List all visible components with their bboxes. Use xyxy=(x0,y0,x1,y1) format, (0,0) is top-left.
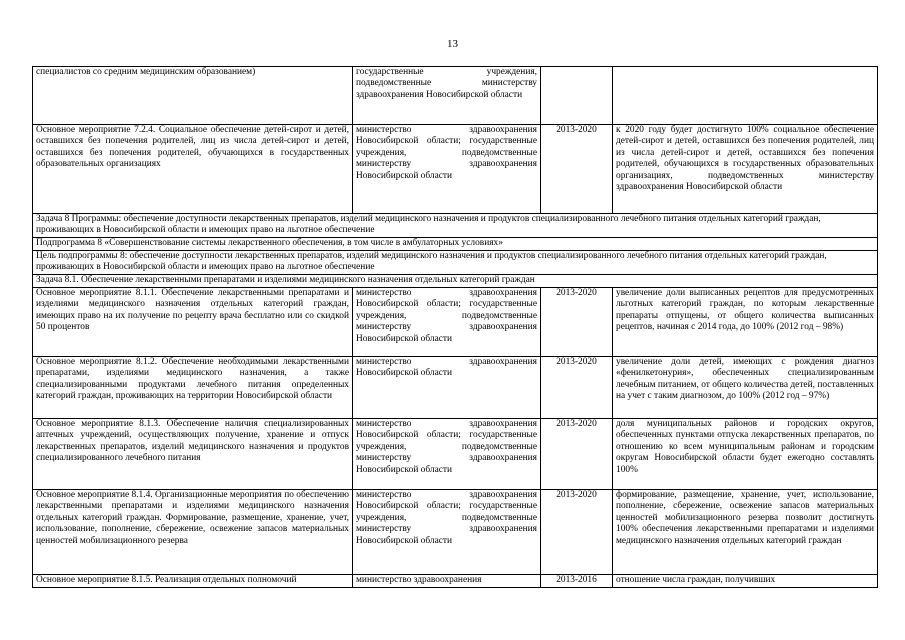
table-row xyxy=(33,125,878,214)
result-cell: доля муниципальных районов и городских округов, обеспеченных пунктами отпуска лекарственных препаратов, по отношению ко всем муниципальным районам и городским округам Новосибирской области будет ежегодно составлять 100% xyxy=(613,419,878,490)
table-row xyxy=(33,357,878,419)
table-row xyxy=(33,214,878,238)
table-row xyxy=(33,251,878,275)
activity-cell: Основное мероприятие 8.1.5. Реализация отдельных полномочий xyxy=(33,575,353,588)
subprogram-heading: Подпрограмма 8 «Совершенствование системы лекарственного обеспечения, в том числе в амбулаторных условиях» xyxy=(33,238,878,251)
table-row xyxy=(33,490,878,575)
subprogram-task-heading: Задача 8.1. Обеспечение лекарственными препаратами и изделиями медицинского назначения отдельных категорий граждан xyxy=(33,275,878,288)
years-cell xyxy=(541,67,613,125)
table-row xyxy=(33,275,878,288)
page-number: 13 xyxy=(447,38,458,50)
activity-cell: Основное мероприятие 8.1.3. Обеспечение наличия специализированных аптечных учреждений, осуществляющих получение, хранение и отпуск лекарственных препаратов, изделий медицинского назначения и продуктов специализированного лечебного питания xyxy=(33,419,353,490)
activity-cell: Основное мероприятие 8.1.4. Организационные мероприятия по обеспечению лекарственными препаратами и изделиями медицинского назначения отдельных категорий граждан. Формирование, размещение, хранение, учет, использование, пополнение, сбережение, освежение запасов материальных ценностей мобилизационного резерва xyxy=(33,490,353,575)
years-cell: 2013-2020 xyxy=(541,490,613,575)
executors-cell: министерство здравоохранения Новосибирской области; государственные учреждения, подведомственные министерству здравоохранения Новосибирской области xyxy=(353,125,541,214)
activity-cell: Основное мероприятие 8.1.1. Обеспечение лекарственными препаратами и изделиями медицинского назначения отдельных категорий граждан, имеющих право на их получение по рецепту врача бесплатно или со скидкой 50 процентов xyxy=(33,288,353,357)
years-cell: 2013-2020 xyxy=(541,419,613,490)
result-cell xyxy=(613,67,878,125)
result-cell: увеличение доли детей, имеющих с рождения диагноз «фенилкетонурия», обеспеченных специализированным лечебным питанием, от общего количества детей, поставленных на учет с таким диагнозом, до 100% (2012 год – 97%) xyxy=(613,357,878,419)
executors-cell: министерство здравоохранения Новосибирской области xyxy=(353,357,541,419)
table-row xyxy=(33,288,878,357)
activity-cell: специалистов со средним медицинским образованием) xyxy=(33,67,353,125)
program-task-heading: Задача 8 Программы: обеспечение доступности лекарственных препаратов, изделий медицинского назначения и продуктов специализированного лечебного питания отдельных категорий граждан, проживающих в Новосибирской области и имеющих право на льготное обеспечение xyxy=(33,214,878,238)
result-cell: увеличение доли выписанных рецептов для предусмотренных льготных категорий граждан, по которым лекарственные препараты отпущены, от общего количества выписанных рецептов, начиная с 2014 года, до 100% (2012 год – 98%) xyxy=(613,288,878,357)
activity-cell: Основное мероприятие 8.1.2. Обеспечение необходимыми лекарственными препаратами, изделиями медицинского назначения, а также специализированными продуктами лечебного питания определенных категорий граждан, проживающих на территории Новосибирской области xyxy=(33,357,353,419)
result-cell: отношение числа граждан, получивших xyxy=(613,575,878,588)
years-cell: 2013-2020 xyxy=(541,288,613,357)
activity-cell: Основное мероприятие 7.2.4. Социальное обеспечение детей-сирот и детей, оставшихся без попечения родителей, лиц из числа детей-сирот и детей, оставшихся без попечения родителей, обучающихся в государственных образовательных организациях xyxy=(33,125,353,214)
table-row xyxy=(33,575,878,588)
executors-cell: государственные учреждения, подведомственные министерству здравоохранения Новосибирской области xyxy=(353,67,541,125)
executors-cell: министерство здравоохранения Новосибирской области; государственные учреждения, подведомственные министерству здравоохранения Новосибирской области xyxy=(353,288,541,357)
result-cell: к 2020 году будет достигнуто 100% социальное обеспечение детей-сирот и детей, оставшихся без попечения родителей, лиц из числа детей-сирот и детей, оставшихся без попечения родителей, обучающихся в государственных образовательных организациях, подведомственных министерству здравоохранения Новосибирской области xyxy=(613,125,878,214)
executors-cell: министерство здравоохранения xyxy=(353,575,541,588)
years-cell: 2013-2020 xyxy=(541,357,613,419)
subprogram-goal-heading: Цель подпрограммы 8: обеспечение доступности лекарственных препаратов, изделий медицинского назначения и продуктов специализированного лечебного питания отдельных категорий граждан, проживающих в Новосибирской области и имеющих право на льготное обеспечение xyxy=(33,251,878,275)
table-row xyxy=(33,238,878,251)
years-cell: 2013-2016 xyxy=(541,575,613,588)
years-cell: 2013-2020 xyxy=(541,125,613,214)
table-row xyxy=(33,67,878,125)
table-row xyxy=(33,419,878,490)
result-cell: формирование, размещение, хранение, учет, использование, пополнение, сбережение, освежение запасов материальных ценностей мобилизационного резерва позволит достигнуть 100% обеспечения лекарственными препаратами и изделиями медицинского назначения отдельных категорий граждан xyxy=(613,490,878,575)
program-activities-table xyxy=(32,66,878,588)
executors-cell: министерство здравоохранения Новосибирской области; государственные учреждения, подведомственные министерству здравоохранения Новосибирской области xyxy=(353,419,541,490)
executors-cell: министерство здравоохранения Новосибирской области; государственные учреждения, подведомственные министерству здравоохранения Новосибирской области xyxy=(353,490,541,575)
